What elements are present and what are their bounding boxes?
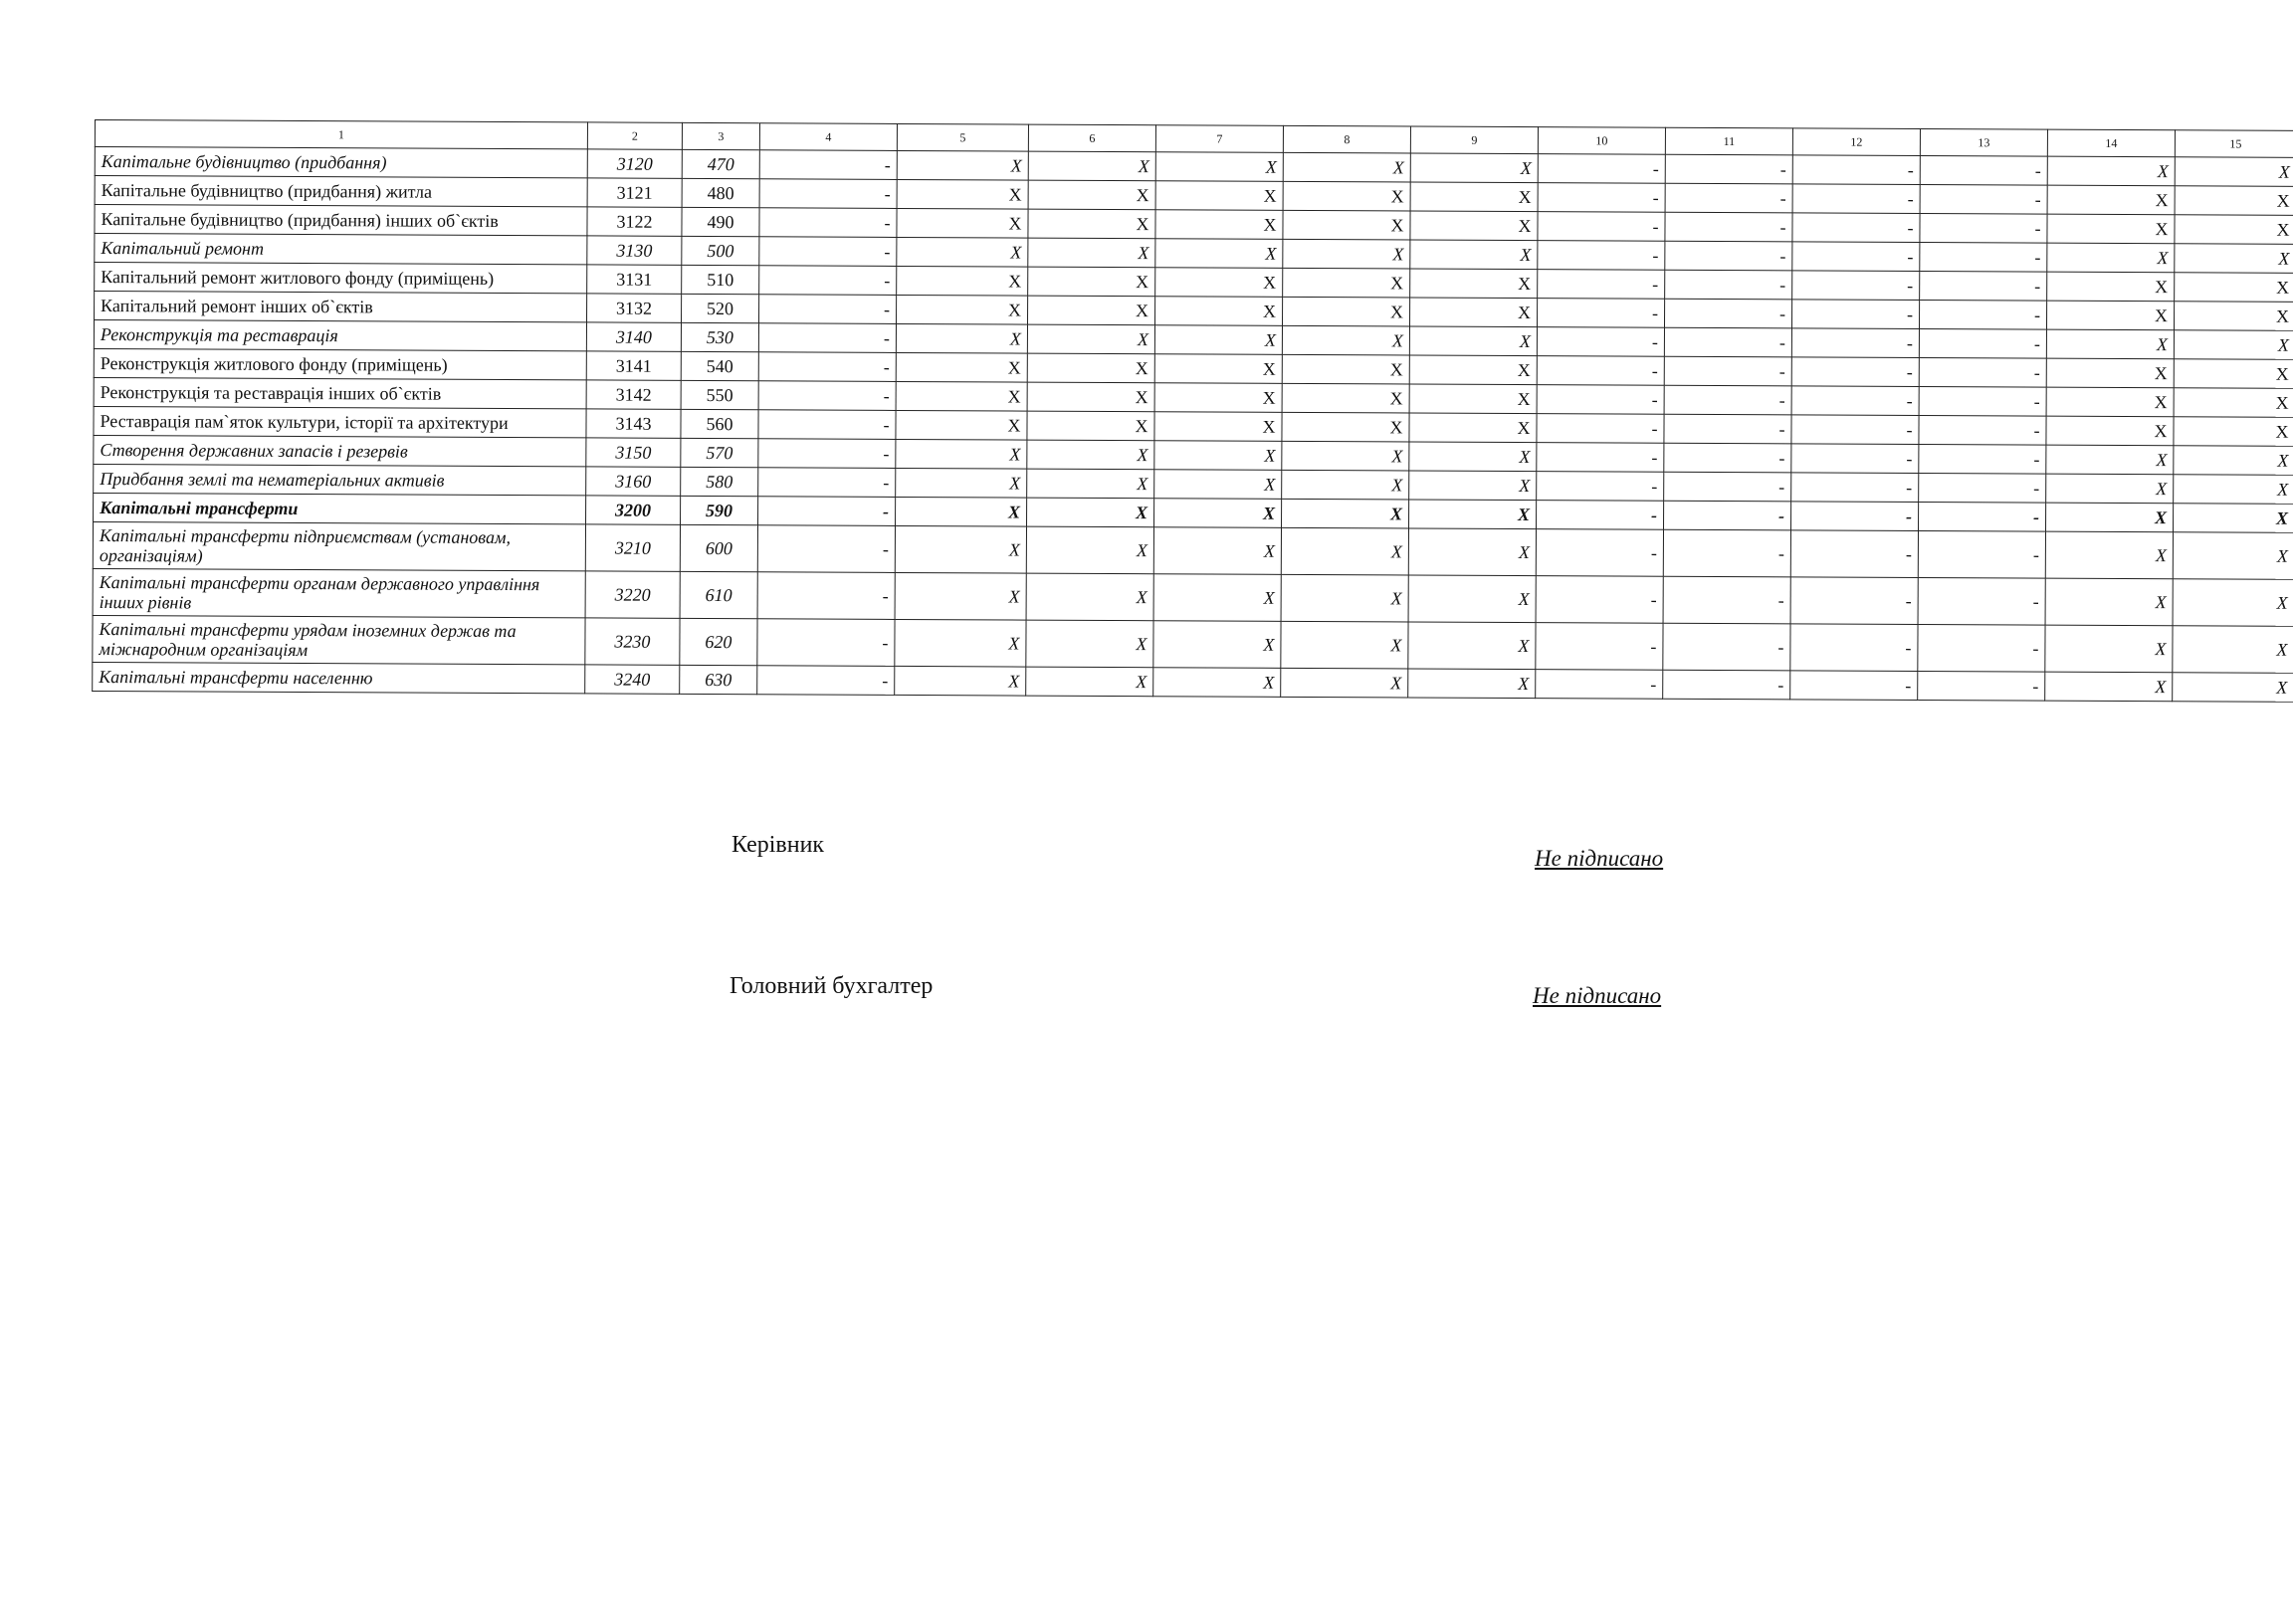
row-cell: -	[1536, 529, 1663, 577]
row-cell: X	[895, 666, 1026, 696]
row-cell: X	[1409, 500, 1537, 529]
row-code: 3220	[585, 571, 680, 618]
row-line: 600	[680, 524, 757, 571]
row-code: 3210	[585, 524, 680, 571]
row-cell: -	[1536, 670, 1663, 700]
row-cell: X	[1026, 620, 1153, 668]
row-code: 3240	[585, 665, 680, 694]
column-number-2: 2	[587, 122, 682, 149]
row-cell: -	[759, 237, 897, 267]
row-cell: X	[1409, 298, 1537, 327]
row-cell: X	[1410, 240, 1538, 270]
row-cell: X	[2046, 358, 2174, 388]
row-cell: -	[1538, 154, 1665, 184]
row-cell: X	[895, 572, 1026, 620]
row-cell: X	[1155, 297, 1283, 326]
accountant-signature-status: Не підписано	[1533, 983, 1662, 1008]
column-number-6: 6	[1028, 124, 1155, 152]
row-line: 610	[680, 571, 757, 618]
row-cell: -	[1919, 473, 2046, 503]
row-cell: X	[1026, 573, 1153, 621]
column-number-12: 12	[1792, 128, 1920, 156]
row-cell: -	[1791, 415, 1919, 445]
row-cell: X	[1281, 527, 1408, 575]
row-cell: X	[1027, 324, 1154, 354]
row-cell: X	[2173, 579, 2293, 627]
row-cell: -	[757, 619, 895, 667]
row-cell: X	[2045, 503, 2173, 532]
row-cell: X	[1281, 574, 1408, 622]
row-code: 3150	[586, 438, 681, 467]
column-number-11: 11	[1665, 127, 1792, 155]
row-cell: -	[1918, 530, 2045, 578]
row-cell: X	[2045, 578, 2173, 626]
row-cell: -	[1537, 385, 1664, 415]
column-number-1: 1	[95, 120, 587, 149]
row-cell: X	[1155, 210, 1283, 240]
row-cell: X	[1408, 575, 1536, 623]
row-cell: -	[757, 572, 895, 620]
row-cell: X	[1409, 326, 1537, 356]
row-cell: X	[1027, 353, 1154, 383]
row-cell: X	[1282, 354, 1409, 384]
row-name: Капітальні трансферти населенню	[93, 662, 585, 693]
row-cell: -	[1537, 443, 1664, 473]
row-cell: -	[1920, 184, 2047, 214]
column-number-3: 3	[682, 122, 759, 149]
row-cell: -	[1664, 385, 1791, 415]
row-name: Придбання землі та нематеріальних активів	[94, 464, 586, 495]
row-cell: -	[1790, 671, 1918, 701]
row-cell: -	[1537, 327, 1664, 357]
row-name: Капітальний ремонт інших об`єктів	[95, 292, 587, 322]
row-cell: -	[758, 497, 896, 526]
row-cell: X	[2175, 215, 2293, 245]
row-cell: X	[2046, 329, 2174, 359]
row-cell: X	[897, 208, 1028, 238]
row-cell: -	[1791, 502, 1919, 531]
row-cell: X	[2174, 330, 2293, 360]
row-cell: -	[1665, 241, 1792, 271]
row-cell: -	[1664, 472, 1791, 502]
row-cell: -	[1664, 443, 1791, 473]
row-cell: X	[2174, 446, 2293, 476]
row-cell: -	[1537, 472, 1664, 502]
row-code: 3230	[585, 618, 680, 665]
row-name: Капітальне будівництво (придбання) житла	[95, 176, 587, 207]
row-cell: X	[1154, 383, 1282, 413]
row-cell: X	[2045, 625, 2173, 673]
row-cell: X	[1154, 325, 1282, 355]
row-cell: -	[758, 323, 896, 353]
row-cell: X	[1282, 441, 1409, 471]
row-cell: X	[1409, 384, 1537, 414]
row-cell: X	[1027, 498, 1154, 527]
row-cell: X	[897, 150, 1028, 180]
column-number-4: 4	[759, 123, 897, 151]
row-cell: -	[759, 150, 897, 180]
row-line: 530	[681, 322, 758, 351]
row-cell: X	[895, 525, 1026, 573]
row-cell: X	[1281, 668, 1408, 698]
row-code: 3122	[587, 207, 682, 236]
row-cell: -	[759, 295, 897, 324]
row-cell: -	[1664, 356, 1791, 386]
row-cell: X	[1409, 355, 1537, 385]
row-cell: X	[1153, 621, 1281, 669]
row-cell: X	[2045, 531, 2173, 579]
row-cell: X	[896, 410, 1027, 440]
row-cell: X	[1154, 354, 1282, 384]
row-cell: X	[2047, 272, 2175, 302]
row-cell: X	[2046, 387, 2174, 417]
column-number-9: 9	[1410, 126, 1538, 154]
row-cell: X	[1282, 470, 1409, 500]
row-cell: X	[1026, 667, 1153, 697]
row-cell: X	[897, 295, 1028, 324]
column-number-13: 13	[1920, 128, 2047, 156]
row-name: Капітальний ремонт	[95, 234, 587, 265]
row-cell: X	[1154, 470, 1282, 500]
head-label: Керівник	[731, 832, 825, 858]
row-cell: -	[1920, 213, 2047, 243]
row-code: 3143	[586, 409, 681, 438]
row-cell: X	[1281, 621, 1408, 669]
row-cell: -	[1537, 356, 1664, 386]
row-line: 470	[682, 149, 759, 178]
row-cell: X	[896, 352, 1027, 382]
row-cell: X	[1282, 325, 1409, 355]
row-cell: X	[897, 179, 1028, 209]
row-line: 540	[681, 351, 758, 380]
row-code: 3140	[586, 322, 681, 351]
column-number-14: 14	[2047, 129, 2175, 157]
row-cell: -	[1665, 154, 1792, 184]
row-cell: -	[1537, 414, 1664, 444]
row-cell: -	[758, 381, 896, 411]
row-cell: X	[1028, 151, 1155, 181]
row-cell: X	[1282, 412, 1409, 442]
row-line: 490	[682, 207, 759, 236]
row-cell: -	[1920, 242, 2047, 272]
row-cell: X	[896, 468, 1027, 498]
row-cell: -	[1792, 155, 1920, 185]
row-cell: X	[2046, 445, 2174, 475]
row-cell: X	[1408, 622, 1536, 670]
row-cell: -	[1790, 624, 1918, 672]
row-cell: -	[1792, 271, 1920, 301]
row-cell: -	[1920, 271, 2047, 301]
row-cell: X	[1410, 211, 1538, 241]
row-cell: X	[2047, 156, 2175, 186]
row-cell: X	[2047, 243, 2175, 273]
row-cell: -	[1791, 357, 1919, 387]
row-cell: -	[1663, 576, 1790, 624]
row-cell: X	[1283, 297, 1410, 326]
row-cell: X	[1027, 382, 1154, 412]
row-cell: X	[895, 619, 1026, 667]
table-body	[93, 147, 2293, 703]
row-cell: X	[2046, 474, 2174, 504]
row-cell: -	[1537, 501, 1664, 530]
row-cell: -	[759, 179, 897, 209]
row-cell: X	[1408, 669, 1536, 699]
row-cell: X	[1408, 528, 1536, 576]
row-cell: -	[1538, 241, 1665, 271]
row-line: 500	[682, 236, 759, 265]
row-cell: X	[897, 266, 1028, 296]
row-cell: X	[1282, 383, 1409, 413]
row-cell: X	[1027, 469, 1154, 499]
row-line: 570	[681, 438, 758, 467]
row-cell: -	[758, 352, 896, 382]
row-cell: -	[1919, 357, 2046, 387]
column-number-7: 7	[1155, 125, 1283, 153]
row-cell: X	[1283, 210, 1410, 240]
row-cell: X	[2175, 273, 2293, 303]
row-code: 3121	[587, 178, 682, 207]
row-cell: -	[1791, 444, 1919, 474]
row-cell: -	[1919, 328, 2046, 358]
row-cell: X	[1155, 181, 1283, 211]
row-cell: X	[2174, 475, 2293, 505]
row-cell: X	[2174, 359, 2293, 389]
row-code: 3132	[587, 294, 682, 322]
row-line: 520	[682, 294, 759, 322]
row-cell: -	[1536, 576, 1663, 624]
column-number-10: 10	[1538, 127, 1665, 155]
row-cell: -	[1919, 386, 2046, 416]
row-cell: -	[1919, 444, 2046, 474]
row-name: Капітальні трансферти	[94, 493, 586, 523]
row-cell: -	[1790, 577, 1918, 625]
row-cell: X	[896, 323, 1027, 353]
row-cell: X	[1026, 526, 1153, 574]
row-code: 3200	[586, 496, 681, 524]
row-cell: -	[1918, 671, 2045, 701]
row-cell: X	[1155, 152, 1283, 182]
row-cell: X	[2046, 301, 2174, 330]
row-cell: X	[2175, 157, 2293, 187]
row-line: 620	[680, 618, 757, 665]
row-cell: X	[1409, 413, 1537, 443]
row-cell: X	[1153, 574, 1281, 622]
head-signature-status: Не підписано	[1535, 846, 1664, 871]
column-number-15: 15	[2175, 130, 2293, 158]
row-cell: X	[1283, 181, 1410, 211]
row-cell: X	[1155, 239, 1283, 269]
row-cell: -	[757, 666, 895, 696]
row-cell: X	[2173, 504, 2293, 533]
row-cell: -	[1919, 300, 2046, 329]
row-cell: -	[759, 266, 897, 296]
row-cell: X	[1410, 153, 1538, 183]
row-cell: -	[1664, 327, 1791, 357]
row-cell: X	[896, 439, 1027, 469]
row-cell: -	[1920, 155, 2047, 185]
row-name: Реставрація пам`яток культури, історії та архітектури	[94, 406, 586, 437]
row-cell: -	[1791, 473, 1919, 503]
row-cell: X	[896, 497, 1027, 526]
row-cell: -	[1663, 529, 1790, 577]
row-cell: -	[1538, 270, 1665, 300]
row-cell: -	[1919, 502, 2046, 531]
row-line: 560	[681, 409, 758, 438]
row-cell: -	[1792, 184, 1920, 214]
row-cell: -	[1791, 328, 1919, 358]
row-cell: X	[1283, 268, 1410, 298]
row-cell: X	[896, 381, 1027, 411]
row-cell: X	[1410, 182, 1538, 212]
row-cell: -	[1538, 183, 1665, 213]
row-code: 3120	[587, 149, 682, 178]
row-cell: X	[2174, 302, 2293, 331]
row-cell: X	[1028, 267, 1155, 297]
row-cell: X	[1409, 471, 1537, 501]
row-cell: X	[1154, 499, 1282, 528]
row-cell: -	[1665, 270, 1792, 300]
row-name: Капітальні трансферти підприємствам (установам, організаціям)	[93, 521, 585, 570]
row-cell: X	[1283, 152, 1410, 182]
row-cell: -	[758, 468, 896, 498]
row-cell: -	[1792, 242, 1920, 272]
row-code: 3130	[587, 236, 682, 265]
row-line: 630	[680, 665, 757, 694]
row-code: 3142	[586, 380, 681, 409]
row-cell: X	[1028, 180, 1155, 210]
row-name: Капітальні трансферти урядам іноземних держав та міжнародним організаціям	[93, 615, 585, 664]
row-cell: -	[1665, 183, 1792, 213]
row-cell: -	[1538, 212, 1665, 242]
row-cell: -	[1665, 212, 1792, 242]
row-cell: -	[1792, 213, 1920, 243]
row-cell: X	[2174, 417, 2293, 447]
row-cell: X	[1283, 239, 1410, 269]
row-cell: X	[2046, 416, 2174, 446]
row-cell: -	[1537, 299, 1664, 328]
row-cell: X	[2175, 244, 2293, 274]
column-number-8: 8	[1283, 125, 1410, 153]
row-cell: -	[1664, 501, 1791, 530]
row-name: Капітальні трансферти органам державного управління інших рівнів	[93, 568, 585, 617]
row-cell: X	[1028, 209, 1155, 239]
row-cell: X	[1409, 442, 1537, 472]
row-name: Створення державних запасів і резервів	[94, 435, 586, 466]
row-cell: X	[897, 237, 1028, 267]
row-cell: -	[758, 439, 896, 469]
row-cell: X	[1154, 412, 1282, 442]
row-cell: X	[2175, 186, 2293, 216]
row-line: 550	[681, 380, 758, 409]
row-line: 510	[682, 265, 759, 294]
row-cell: -	[1790, 530, 1918, 578]
row-cell: X	[1410, 269, 1538, 299]
row-cell: X	[1153, 527, 1281, 575]
row-cell: -	[1664, 414, 1791, 444]
row-cell: X	[2173, 532, 2293, 580]
row-cell: -	[1664, 299, 1791, 328]
row-line: 480	[682, 178, 759, 207]
row-cell: -	[1791, 386, 1919, 416]
row-line: 590	[681, 496, 758, 524]
row-code: 3160	[586, 467, 681, 496]
row-cell: X	[1153, 668, 1281, 698]
row-cell: X	[1028, 296, 1155, 325]
row-name: Реконструкція житлового фонду (приміщень)	[94, 348, 586, 379]
row-cell: X	[2173, 673, 2293, 703]
row-cell: X	[2174, 388, 2293, 418]
row-name: Капітальний ремонт житлового фонду (приміщень)	[95, 263, 587, 294]
column-number-5: 5	[897, 123, 1028, 151]
row-cell: X	[1028, 238, 1155, 268]
row-cell: -	[1663, 670, 1790, 700]
row-name: Реконструкція та реставрація	[94, 320, 586, 351]
row-cell: -	[1663, 623, 1790, 671]
row-cell: X	[1027, 440, 1154, 470]
row-cell: X	[2045, 672, 2173, 702]
row-line: 580	[681, 467, 758, 496]
row-cell: X	[1282, 499, 1409, 528]
row-cell: -	[1918, 624, 2045, 672]
row-cell: -	[1536, 623, 1663, 671]
row-cell: X	[1027, 411, 1154, 441]
row-cell: X	[2173, 626, 2293, 674]
row-cell: -	[757, 525, 895, 573]
row-cell: X	[1155, 268, 1283, 298]
row-cell: X	[2047, 185, 2175, 215]
accountant-label: Головний бухгалтер	[730, 973, 934, 999]
row-cell: -	[759, 208, 897, 238]
row-cell: -	[1918, 577, 2045, 625]
row-name: Капітальне будівництво (придбання) інших об`єктів	[95, 205, 587, 236]
row-code: 3141	[586, 351, 681, 380]
row-cell: X	[1154, 441, 1282, 471]
row-code: 3131	[587, 265, 682, 294]
row-name: Капітальне будівництво (придбання)	[95, 147, 587, 178]
row-cell: -	[758, 410, 896, 440]
report-table	[92, 119, 2293, 703]
row-cell: -	[1791, 300, 1919, 329]
row-cell: -	[1919, 415, 2046, 445]
row-name: Реконструкція та реставрація інших об`єктів	[94, 377, 586, 408]
row-cell: X	[2047, 214, 2175, 244]
